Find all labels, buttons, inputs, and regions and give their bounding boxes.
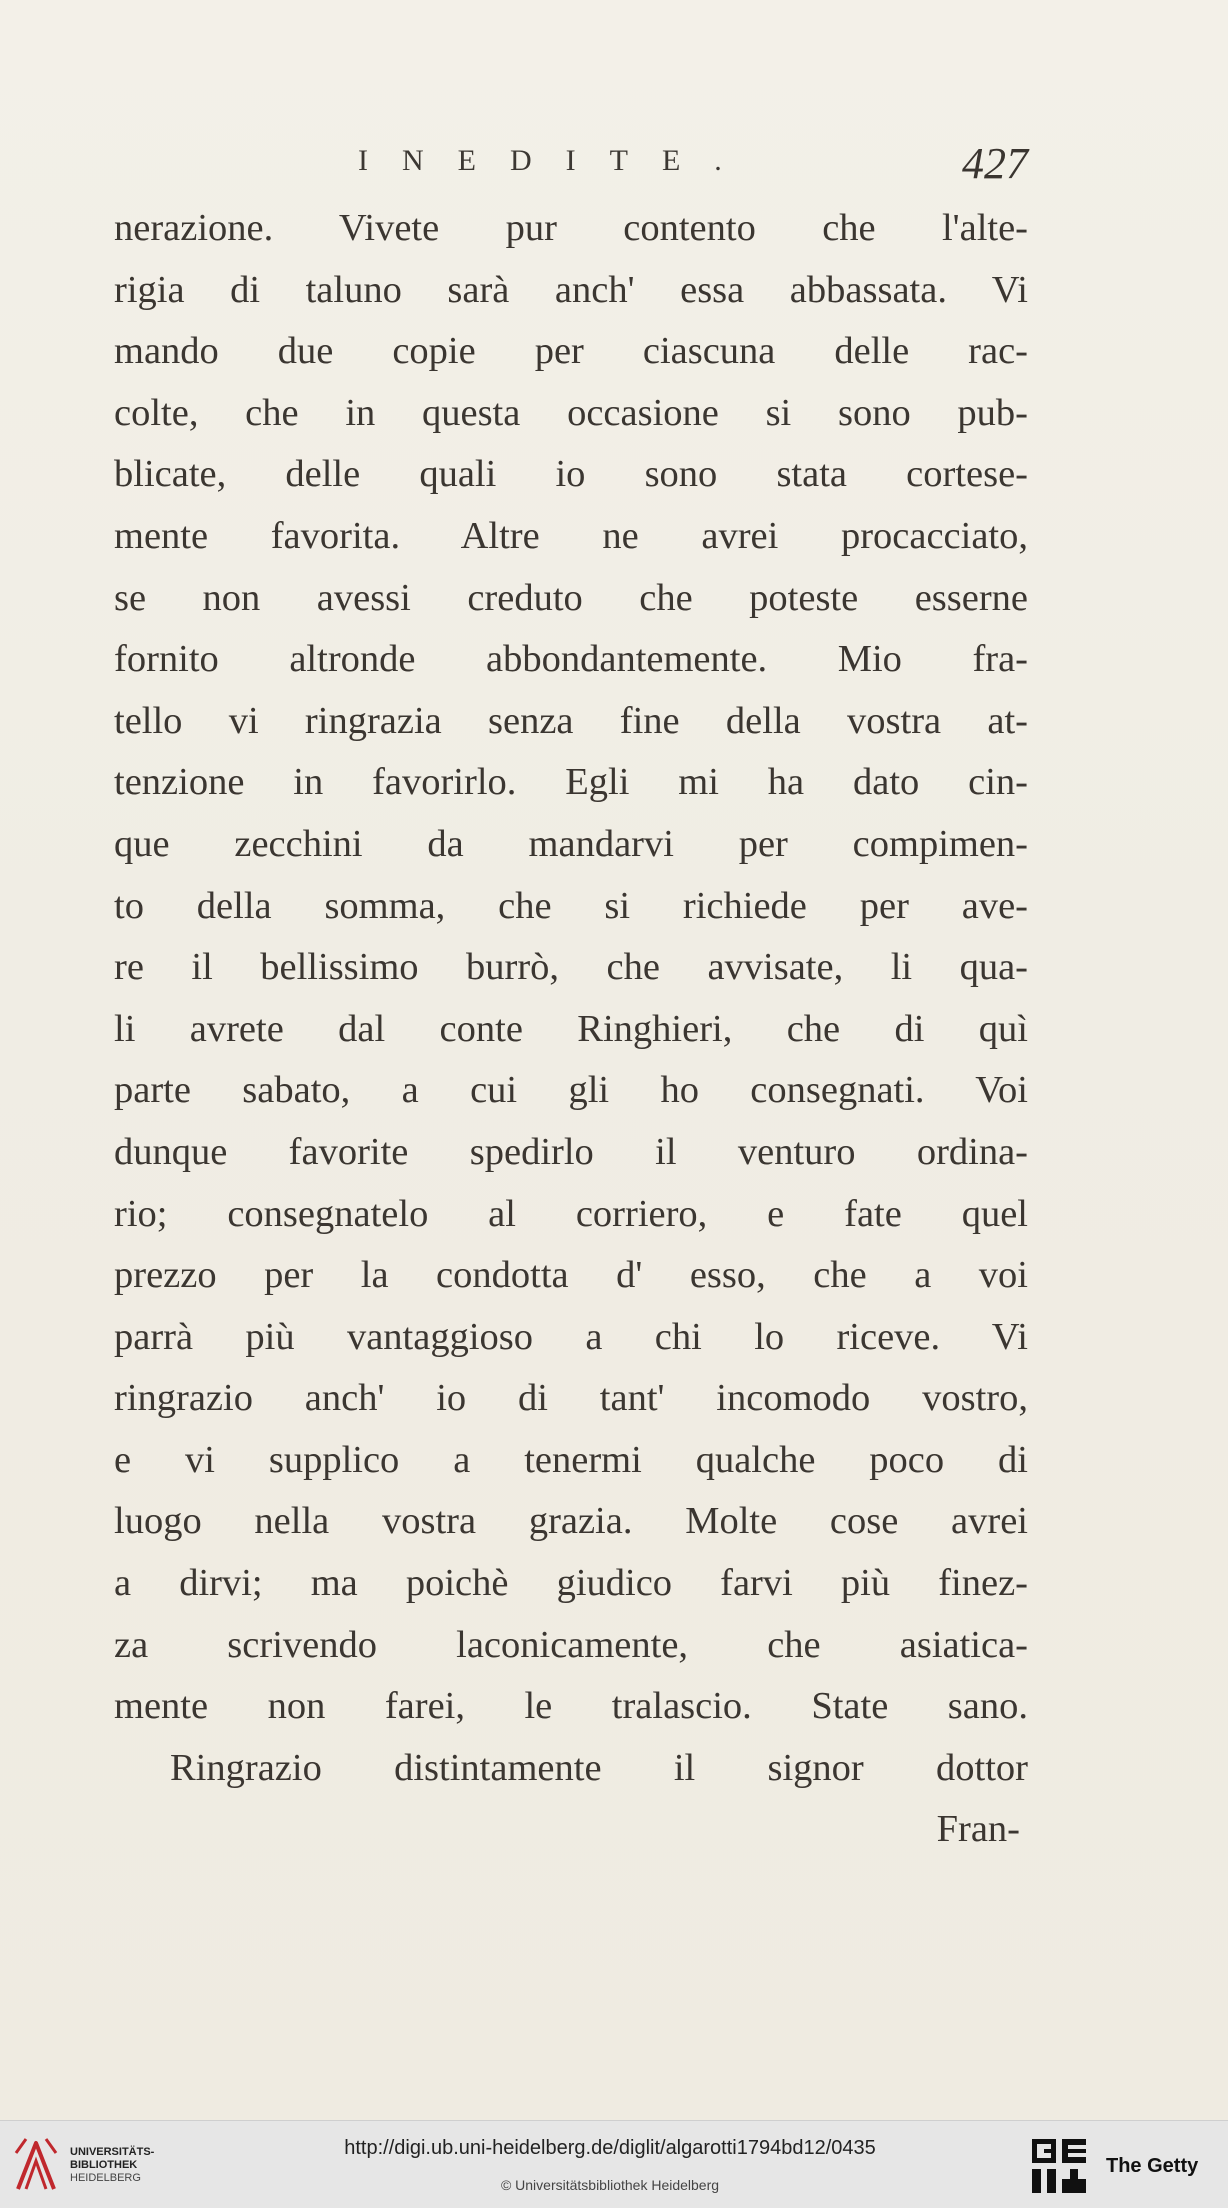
- catchword: Fran-: [936, 1808, 1020, 1851]
- text-line: e vi supplico a tenermi qualche poco di: [114, 1438, 1028, 1481]
- text-line: parrà più vantaggioso a chi lo riceve. Vi: [114, 1315, 1028, 1358]
- text-line: a dirvi; ma poichè giudico farvi più finez-: [114, 1562, 1028, 1605]
- copyright-notice: © Universitätsbibliothek Heidelberg: [500, 2177, 720, 2193]
- text-line: se non avessi creduto che poteste esserne: [114, 576, 1028, 619]
- getty-logo-icon[interactable]: [1032, 2139, 1088, 2193]
- library-name-line: HEIDELBERG: [70, 2172, 141, 2184]
- page-header: [358, 138, 1038, 190]
- library-name-line: BIBLIOTHEK: [70, 2159, 138, 2171]
- text-line: mente non farei, le tralascio. State sano.: [114, 1685, 1028, 1728]
- viewer-footer: [0, 2120, 1228, 2208]
- text-line: rio; consegnatelo al corriero, e fate quel: [114, 1192, 1028, 1235]
- text-line: re il bellissimo burrò, che avvisate, li qua-: [114, 946, 1028, 989]
- text-line: nerazione. Vivete pur contento che l'alte-: [114, 207, 1028, 249]
- text-line: dunque favorite spedirlo il venturo ordina-: [114, 1130, 1028, 1173]
- text-line: to della somma, che si richiede per ave-: [114, 884, 1028, 927]
- text-line: prezzo per la condotta d' esso, che a voi: [114, 1254, 1028, 1297]
- text-line: mando due copie per ciascuna delle rac-: [114, 330, 1028, 373]
- text-line: li avrete dal conte Ringhieri, che di quì: [114, 1007, 1028, 1050]
- text-line: parte sabato, a cui gli ho consegnati. Voi: [114, 1069, 1028, 1112]
- text-line: fornito altronde abbondantemente. Mio fra-: [114, 638, 1028, 681]
- text-line: que zecchini da mandarvi per compimen-: [114, 822, 1028, 865]
- text-line: tenzione in favorirlo. Egli mi ha dato cin-: [114, 761, 1028, 804]
- text-line-indented: Ringrazio distintamente il signor dottor: [170, 1746, 1028, 1789]
- text-line: tello vi ringrazia senza fine della vostra at-: [114, 699, 1028, 742]
- running-title: INEDITE.: [358, 144, 756, 177]
- text-line: colte, che in questa occasione si sono pub-: [114, 391, 1028, 434]
- text-line: ringrazio anch' io di tant' incomodo vostro,: [114, 1377, 1028, 1420]
- library-name: [70, 2146, 190, 2185]
- getty-name[interactable]: The Getty: [1106, 2155, 1199, 2177]
- library-name-line: UNIVERSITÄTS-: [70, 2146, 155, 2158]
- body-text: [114, 198, 1028, 1861]
- text-line: mente favorita. Altre ne avrei procacciato,: [114, 514, 1028, 557]
- page-number: 427: [962, 139, 1028, 188]
- permalink-url[interactable]: http://digi.ub.uni-heidelberg.de/diglit/algarotti1794bd12/0435: [344, 2137, 876, 2159]
- text-line: blicate, delle quali io sono stata cortese-: [114, 453, 1028, 496]
- text-line: luogo nella vostra grazia. Molte cose avrei: [114, 1500, 1028, 1543]
- text-line: rigia di taluno sarà anch' essa abbassata. Vi: [114, 268, 1028, 311]
- ub-heidelberg-logo-icon[interactable]: [14, 2135, 58, 2193]
- text-line: za scrivendo laconicamente, che asiatica-: [114, 1623, 1028, 1666]
